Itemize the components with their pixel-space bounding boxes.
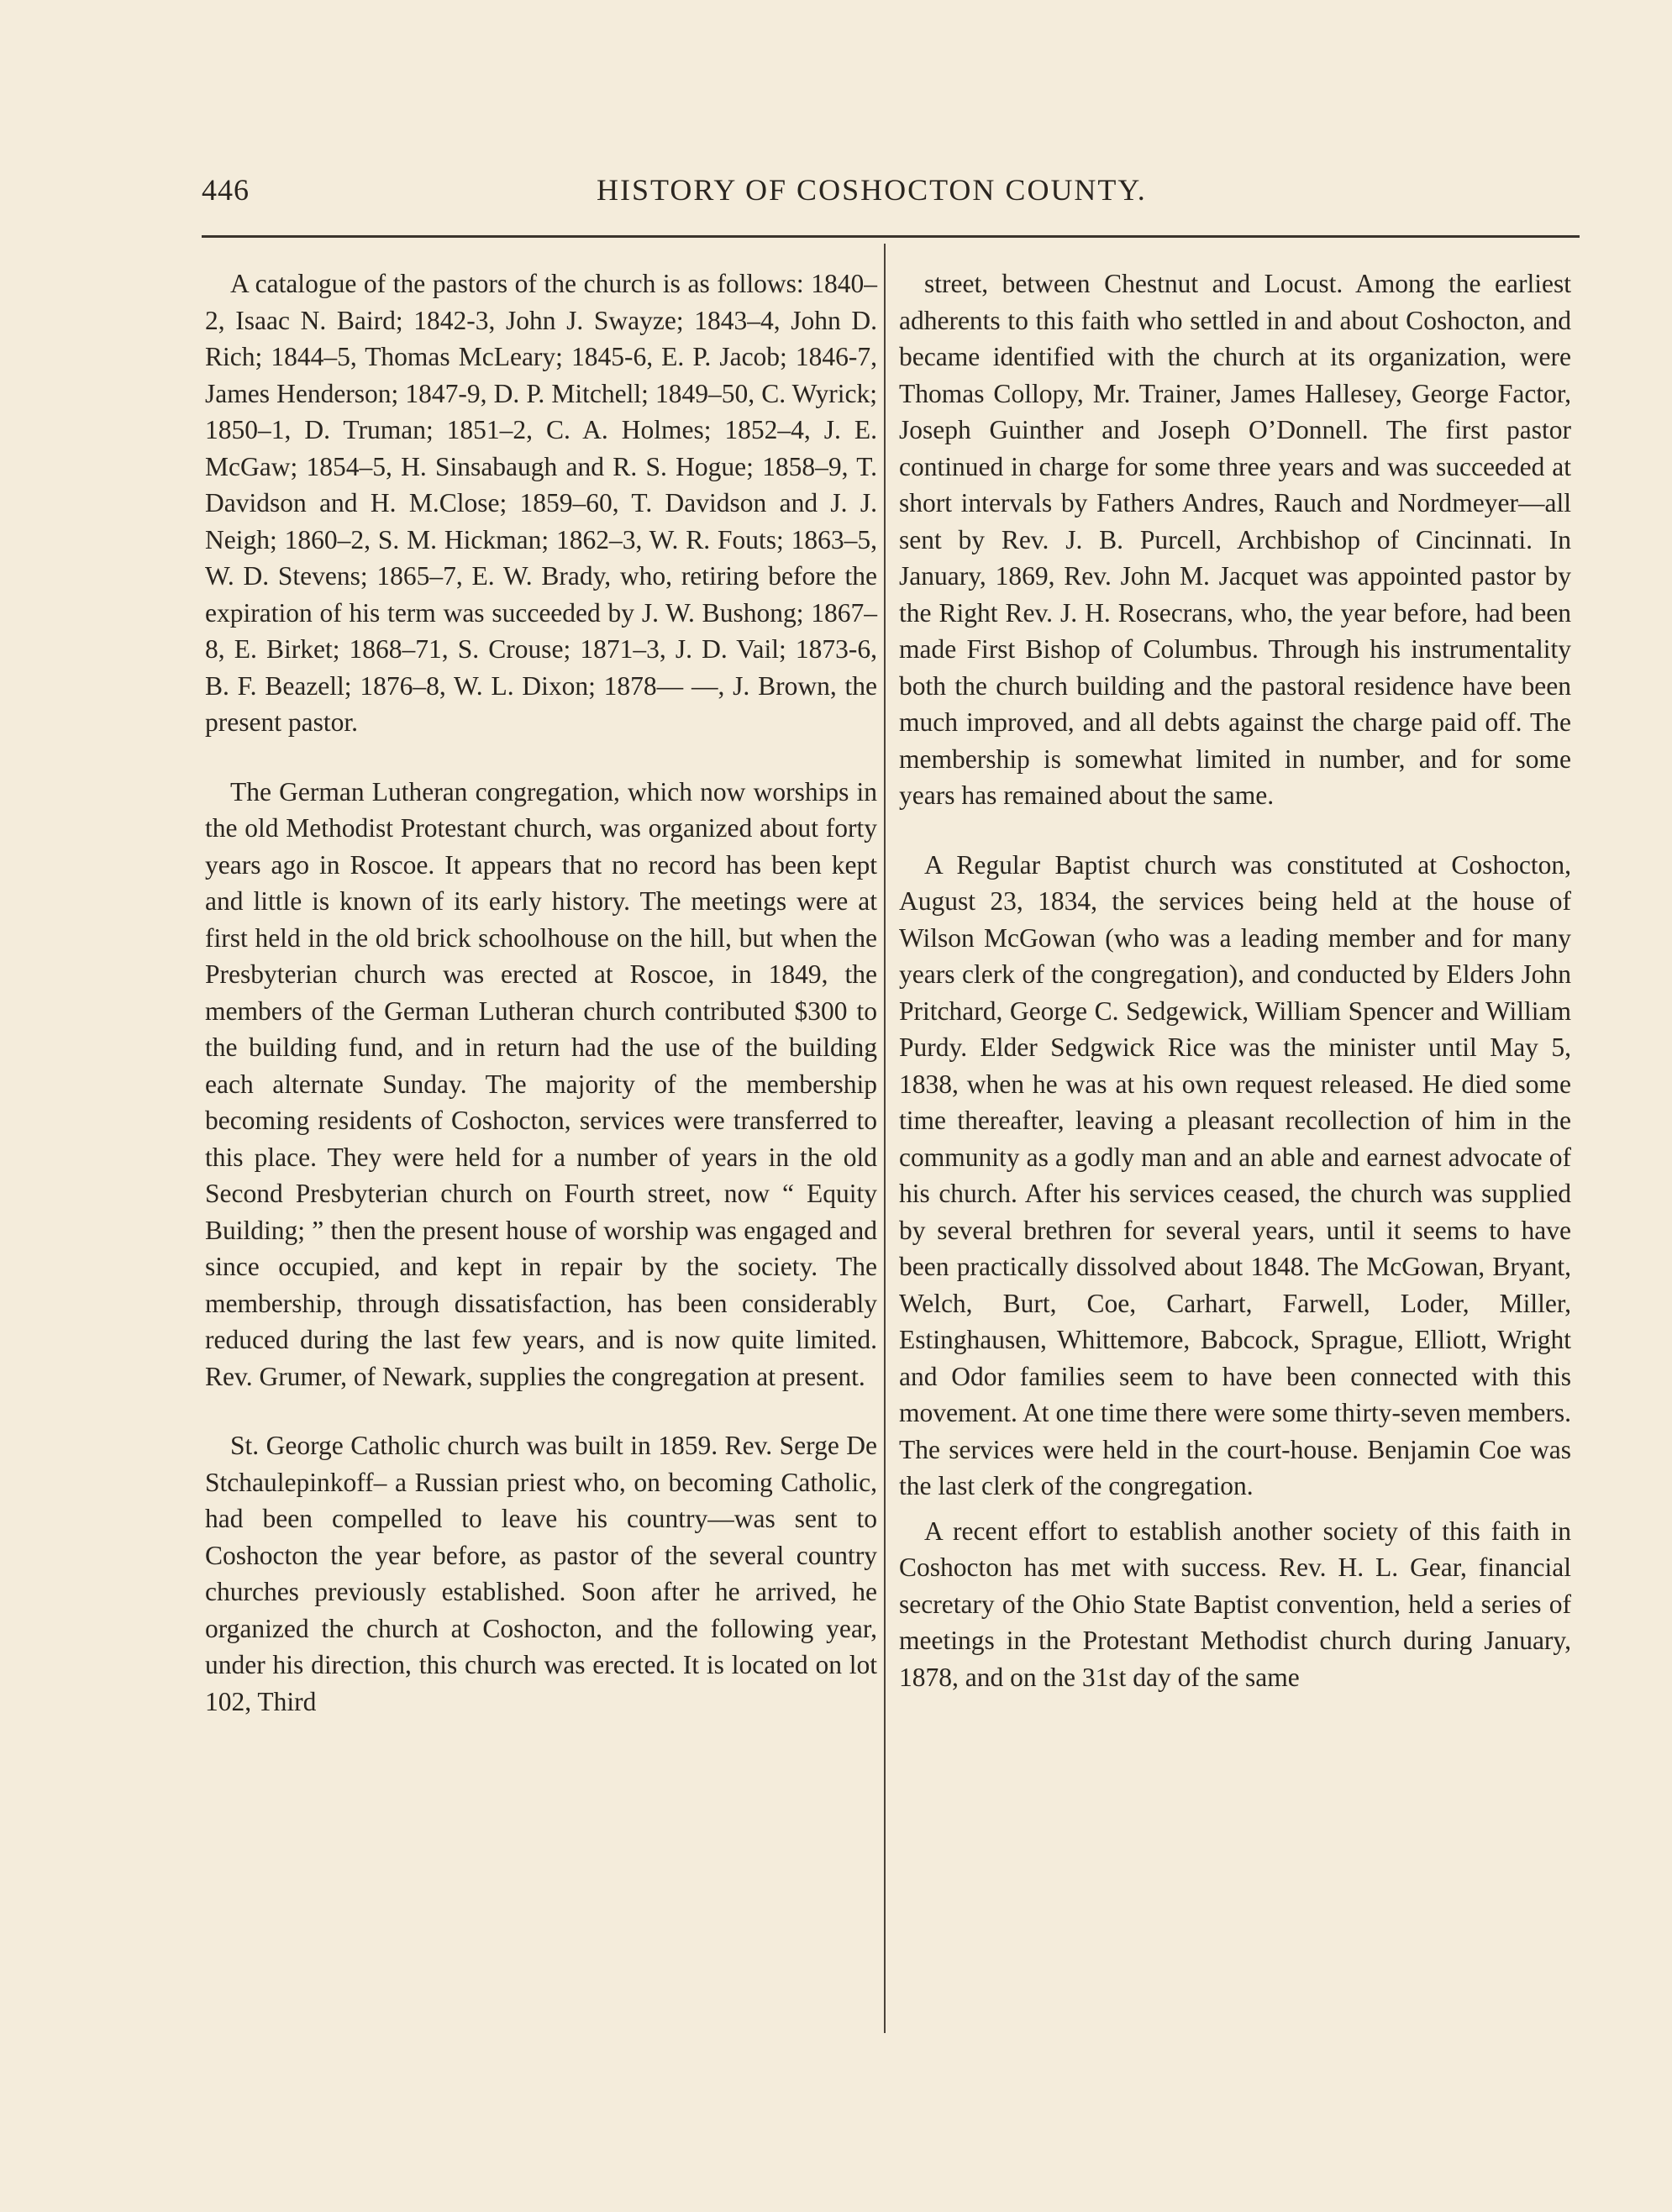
running-title: HISTORY OF COSHOCTON COUNTY.	[597, 173, 1147, 207]
paragraph-st-george-catholic: St. George Catholic church was built in 1859. Rev. Serge De Stchaulepinkoff– a Russian priest who, on becoming Catholic, had been compelled to leave his country—was sent to Coshocton the year before, as pastor of the several country churches previously established. Soon after he arrived, he organized the church at Coshocton, and the following year, under his direction, this church was erected. It is located on lot 102, Third	[205, 1431, 877, 1716]
paragraph-regular-baptist: A Regular Baptist church was constituted at Coshocton, August 23, 1834, the services being held at the house of Wilson McGowan (who was a leading member and for many years clerk of the congregation), and conducted by Elders John Pritchard, George C. Sedgewick, William Spencer and William Purdy. Elder Sedgwick Rice was the minister until May 5, 1838, when he was at his own request released. He died some time thereafter, leaving a pleasant recollection of him in the community as a godly man and an able and earnest advocate of his church. After his services ceased, the church was supplied by several brethren for several years, until it seems to have been practically dissolved about 1848. The McGowan, Bryant, Welch, Burt, Coe, Carhart, Farwell, Loder, Miller, Estinghausen, Whittemore, Babcock, Sprague, Elliott, Wright and Odor families seem to have been connected with this movement. At one time there were some thirty-seven members. The services were held in the court-house. Benjamin Coe was the last clerk of the congregation.	[899, 849, 1571, 1500]
paragraph-pastors-catalogue: A catalogue of the pastors of the church is as follows: 1840–2, Isaac N. Baird; 1842-3, John J. Swayze; 1843–4, John D. Rich; 1844–5, Thomas McLeary; 1845-6, E. P. Jacob; 1846-7, James Henderson; 1847-9, D. P. Mitchell; 1849–50, C. Wyrick; 1850–1, D. Truman; 1851–2, C. A. Holmes; 1852–4, J. E. McGaw; 1854–5, H. Sinsabaugh and R. S. Hogue; 1858–9, T. Davidson and H. M.Close; 1859–60, T. Davidson and J. J. Neigh; 1860–2, S. M. Hickman; 1862–3, W. R. Fouts; 1863–5, W. D. Stevens; 1865–7, E. W. Brady, who, retiring before the expiration of his term was succeeded by J. W. Bushong; 1867–8, E. Birket; 1868–71, S. Crouse; 1871–3, J. D. Vail; 1873-6, B. F. Beazell; 1876–8, W. L. Dixon; 1878— —, J. Brown, the present pastor.	[205, 269, 877, 737]
paragraph-catholic-continued: street, between Chestnut and Locust. Among the earliest adherents to this faith who settled in and about Coshocton, and became identified with the church at its organization, were Thomas Collopy, Mr. Trainer, James Hallesey, George Factor, Joseph Guinther and Joseph O’Donnell. The first pastor continued in charge for some three years and was succeeded at short intervals by Fathers Andres, Rauch and Nordmeyer—all sent by Rev. J. B. Purcell, Archbishop of Cincinnati. In January, 1869, Rev. John M. Jacquet was appointed pastor by the Right Rev. J. H. Rosecrans, who, the year before, had been made First Bishop of Columbus. Through his instrumentality both the church building and the pastoral residence have been much improved, and all debts against the charge paid off. The membership is somewhat limited in number, and for some years has remained about the same.	[899, 269, 1571, 810]
right-column	[899, 265, 1571, 1695]
column-divider	[884, 244, 886, 2033]
paragraph-german-lutheran: The German Lutheran congregation, which now worships in the old Methodist Protestant church, was organized about forty years ago in Roscoe. It appears that no record has been kept and little is known of its early history. The meetings were at first held in the old brick schoolhouse on the hill, but when the Presbyterian church was erected at Roscoe, in 1849, the members of the German Lutheran church contributed $300 to the building fund, and in return had the use of the building each alternate Sunday. The majority of the membership becoming residents of Coshocton, services were transferred to this place. They were held for a number of years in the old Second Presbyterian church on Fourth street, now “ Equity Building; ” then the present house of worship was engaged and since occupied, and kept in repair by the society. The membership, through dissatisfaction, has been considerably reduced during the last few years, and is now quite limited. Rev. Grumer, of Newark, supplies the congregation at present.	[205, 776, 877, 1391]
paragraph-recent-baptist-effort: A recent effort to establish another society of this faith in Coshocton has met with success. Rev. H. L. Gear, financial secretary of the Ohio State Baptist convention, held a series of meetings in the Protestant Methodist church during January, 1878, and on the 31st day of the same	[899, 1516, 1571, 1692]
page-header	[202, 172, 1580, 223]
page-number: 446	[202, 173, 250, 207]
left-column	[205, 265, 877, 1720]
header-rule	[202, 235, 1580, 238]
